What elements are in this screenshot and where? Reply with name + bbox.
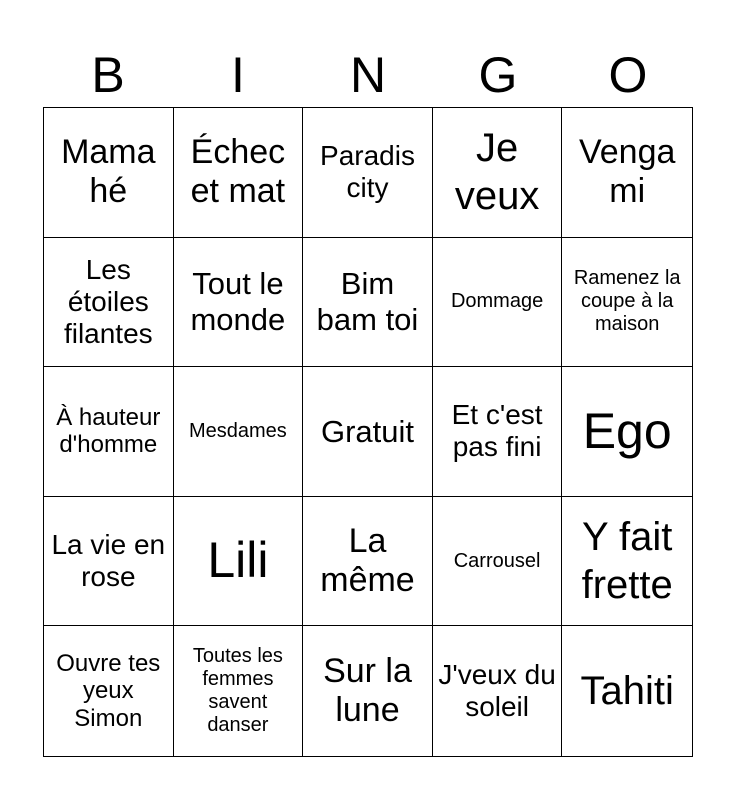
bingo-cell[interactable]: Tout le monde bbox=[174, 238, 304, 368]
bingo-cell[interactable]: Ego bbox=[562, 367, 692, 497]
bingo-grid bbox=[43, 107, 693, 757]
bingo-cell[interactable]: Tahiti bbox=[580, 669, 674, 714]
bingo-cell[interactable]: La vie en rose bbox=[44, 497, 174, 627]
bingo-cell[interactable]: Gratuit bbox=[303, 367, 433, 497]
bingo-cell[interactable]: À hauteur d'homme bbox=[44, 367, 174, 497]
header-letter-o: O bbox=[608, 47, 648, 103]
header-letter-b: B bbox=[91, 47, 125, 103]
bingo-cell[interactable]: Sur la lune bbox=[303, 626, 433, 756]
bingo-cell[interactable]: Carrousel bbox=[433, 497, 563, 627]
bingo-cell[interactable]: Mesdames bbox=[174, 367, 304, 497]
bingo-cell[interactable]: Mama hé bbox=[44, 108, 174, 238]
bingo-cell[interactable]: La même bbox=[303, 497, 433, 627]
bingo-cell[interactable]: Les étoiles filantes bbox=[44, 238, 174, 368]
bingo-cell[interactable]: Lili bbox=[174, 497, 304, 627]
header-letter-g: G bbox=[478, 47, 518, 103]
bingo-cell[interactable]: Venga mi bbox=[562, 108, 692, 238]
bingo-cell[interactable]: Toutes les femmes savent danser bbox=[174, 626, 304, 756]
header-letter-i: I bbox=[231, 47, 245, 103]
bingo-cell[interactable]: Je veux bbox=[433, 108, 563, 238]
bingo-cell[interactable]: Dommage bbox=[433, 238, 563, 368]
bingo-cell[interactable]: J'veux du soleil bbox=[433, 626, 563, 756]
bingo-cell[interactable]: Ouvre tes yeux Simon bbox=[44, 626, 174, 756]
bingo-cell[interactable]: Paradis city bbox=[303, 108, 433, 238]
bingo-cell[interactable]: Échec et mat bbox=[174, 108, 304, 238]
bingo-cell[interactable]: Ramenez la coupe à la maison bbox=[562, 238, 692, 368]
bingo-header bbox=[43, 44, 693, 106]
header-letter-n: N bbox=[349, 47, 387, 103]
bingo-cell[interactable]: Y fait frette bbox=[562, 497, 692, 627]
bingo-cell[interactable]: Et c'est pas fini bbox=[433, 367, 563, 497]
bingo-cell[interactable]: Bim bam toi bbox=[303, 238, 433, 368]
